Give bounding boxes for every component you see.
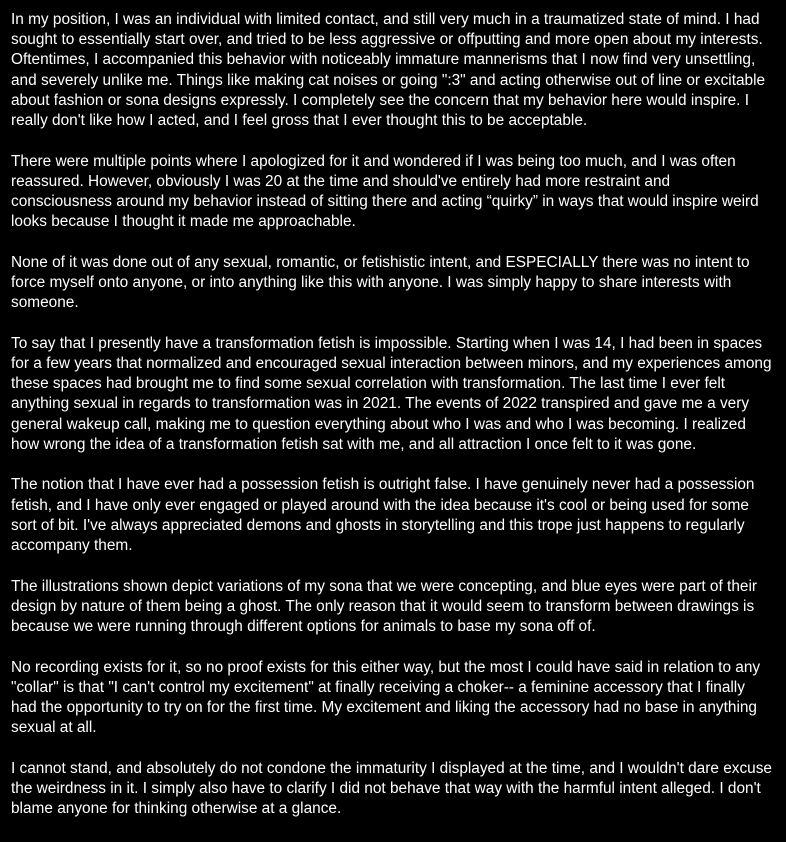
paragraph-4: To say that I presently have a transformation fetish is impossible. Starting when I was 14, I had been in spaces for a few years that normalized and encouraged sexual interaction between minors, and my experiences among these spaces had brought me to find some sexual correlation with transformation. The last time I ever felt anything sexual in regards to transformation was in 2021. The events of 2022 transpired and gave me a very general wakeup call, making me to question everything about who I was and who I was becoming. I realized how wrong the idea of a transformation fetish sat with me, and all attraction I once felt to it was gone. xyxy=(11,334,772,453)
paragraph-5: The notion that I have ever had a possession fetish is outright false. I have genuinely never had a possession fetish, and I have only ever engaged or played around with the idea because it's cool or being used for some sort of bit. I've always appreciated demons and ghosts in storytelling and this trope just happens to regularly accompany them. xyxy=(11,476,755,555)
paragraph-3: None of it was done out of any sexual, romantic, or fetishistic intent, and ESPECIALLY there was no intent to force myself onto anyone, or into anything like this with anyone. I was simply happy to share interests with someone. xyxy=(11,253,750,312)
paragraph-6: The illustrations shown depict variations of my sona that we were concepting, and blue eyes were part of their design by nature of them being a ghost. The only reason that it would seem to transform between drawings is because we were running through different options for animals to base my sona off of. xyxy=(11,577,757,636)
paragraph-1: In my position, I was an individual with limited contact, and still very much in a traumatized state of mind. I had sought to essentially start over, and tried to be less aggressive or offputting and more open about my interests. Oftentimes, I accompanied this behavior with noticeably immature mannerisms that I now find very unsettling, and severely unlike me. Things like making cat noises or going ":3" and acting otherwise out of line or excitable about fashion or sona designs expressly. I completely see the concern that my behavior here would inspire. I really don't like how I acted, and I feel gross that I ever thought this to be acceptable. xyxy=(11,11,766,130)
paragraph-2: There were multiple points where I apologized for it and wondered if I was being too much, and I was often reassured. However, obviously I was 20 at the time and should've entirely had more restraint and consciousness around my behavior instead of sitting there and acting “quirky” in ways that would inspire weird looks because I thought it made me approachable. xyxy=(11,152,759,231)
paragraph-7: No recording exists for it, so no proof exists for this either way, but the most I could have said in relation to any "collar" is that "I can't control my excitement" at finally receiving a choker-- a feminine accessory that I finally had the opportunity to try on for the first time. My excitement and liking the accessory had no base in anything sexual at all. xyxy=(11,658,761,737)
paragraph-8: I cannot stand, and absolutely do not condone the immaturity I displayed at the time, and I wouldn't dare excuse the weirdness in it. I simply also have to clarify I did not behave that way with the harmful intent alleged. I don't blame anyone for thinking otherwise at a glance. xyxy=(11,759,772,818)
